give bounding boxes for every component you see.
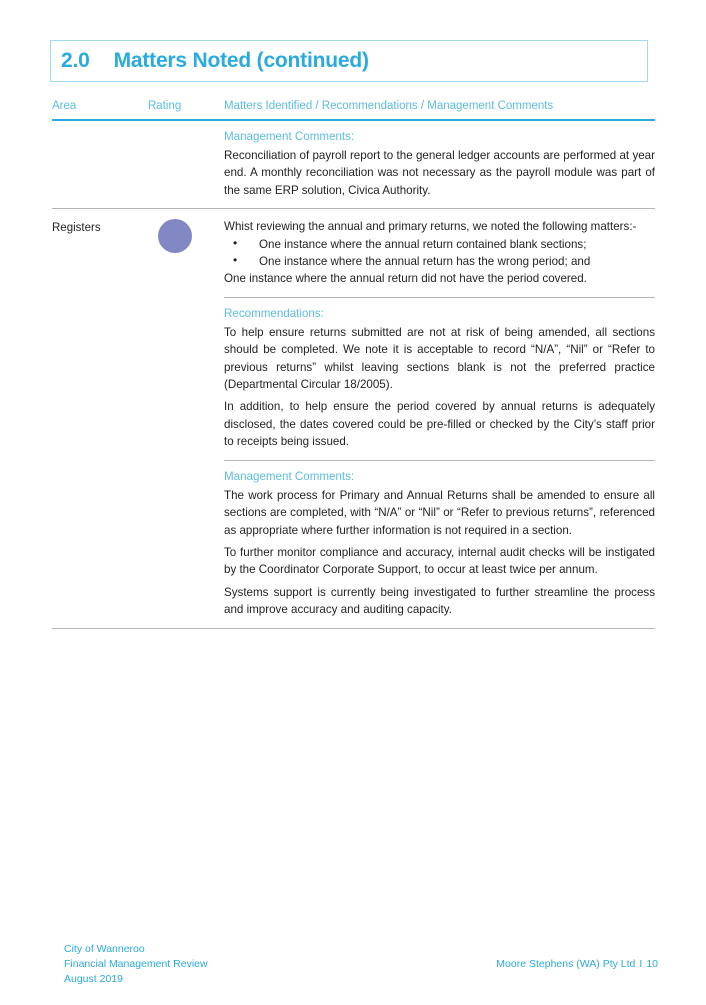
cell-rating bbox=[148, 209, 224, 627]
footer-line-date: August 2019 bbox=[64, 973, 123, 985]
content-block-management-comments bbox=[224, 460, 655, 628]
footer-firm-name: Moore Stephens (WA) Pty Ltd bbox=[496, 958, 636, 970]
footer-firm-and-page bbox=[496, 957, 658, 987]
table-bottom-rule bbox=[52, 628, 655, 629]
content-block-matters-identified bbox=[224, 209, 655, 297]
rating-indicator-dot bbox=[158, 219, 192, 253]
footer-line-client: City of Wanneroo bbox=[64, 943, 145, 955]
list-item: • One instance where the annual return contained blank sections; bbox=[224, 236, 655, 253]
block-label-recommendations: Recommendations: bbox=[224, 306, 324, 320]
section-number: 2.0 bbox=[61, 49, 90, 72]
paragraph: Systems support is currently being investigated to further streamline the process and improve accuracy and auditing capacity. bbox=[224, 585, 655, 617]
cell-rating bbox=[148, 121, 224, 208]
cell-matters bbox=[224, 121, 655, 208]
column-header-area: Area bbox=[52, 100, 77, 112]
paragraph: To further monitor compliance and accuracy, internal audit checks will be instigated by the Coordinator Corporate Support, to occur at least twice per annum. bbox=[224, 545, 655, 577]
table-row bbox=[52, 121, 655, 208]
footer-separator: I bbox=[639, 958, 643, 970]
cell-area: Registers bbox=[52, 222, 101, 235]
block-label-management-comments: Management Comments: bbox=[224, 469, 355, 483]
page-title: Matters Noted (continued) bbox=[113, 49, 369, 72]
cell-area bbox=[52, 121, 148, 208]
page-number: 10 bbox=[646, 958, 658, 970]
section-heading-box bbox=[50, 40, 648, 82]
table-header-row bbox=[52, 100, 655, 121]
block-label-management-comments: Management Comments: bbox=[224, 130, 355, 143]
column-header-matters: Matters Identified / Recommendations / Management Comments bbox=[224, 100, 554, 112]
column-header-rating: Rating bbox=[148, 100, 182, 112]
matters-table bbox=[52, 100, 655, 629]
paragraph: Reconciliation of payroll report to the general ledger accounts are performed at year end. A monthly reconciliation was not necessary as the payroll module was part of the same ERP solution, Civica Authority. bbox=[224, 149, 655, 197]
list-item: • One instance where the annual return has the wrong period; and bbox=[224, 253, 655, 270]
content-block bbox=[224, 121, 655, 208]
table-row bbox=[52, 208, 655, 627]
paragraph: Whist reviewing the annual and primary returns, we noted the following matters:- bbox=[224, 220, 637, 234]
paragraph: In addition, to help ensure the period covered by annual returns is adequately disclosed, the dates covered could be pre-filled or checked by the City’s staff prior to receipts being issued. bbox=[224, 400, 655, 449]
footer-client-info bbox=[64, 942, 208, 987]
page-footer bbox=[64, 942, 658, 987]
cell-matters bbox=[224, 209, 655, 627]
content-block-recommendations bbox=[224, 297, 655, 460]
matters-bullet-list bbox=[224, 236, 655, 271]
paragraph: One instance where the annual return did not have the period covered. bbox=[224, 272, 587, 286]
paragraph: To help ensure returns submitted are not at risk of being amended, all sections should be completed. We note it is acceptable to record “N/A”, “Nil” or “Refer to previous returns” whilst leaving sections blank is not the preferred practice (Departmental Circular 18/2005). bbox=[224, 325, 655, 392]
paragraph: The work process for Primary and Annual Returns shall be amended to ensure all sections are completed, with “N/A” or “Nil” or “Refer to previous returns”, referenced as appropriate where further information is not required in a section. bbox=[224, 488, 655, 537]
footer-line-report: Financial Management Review bbox=[64, 958, 208, 970]
